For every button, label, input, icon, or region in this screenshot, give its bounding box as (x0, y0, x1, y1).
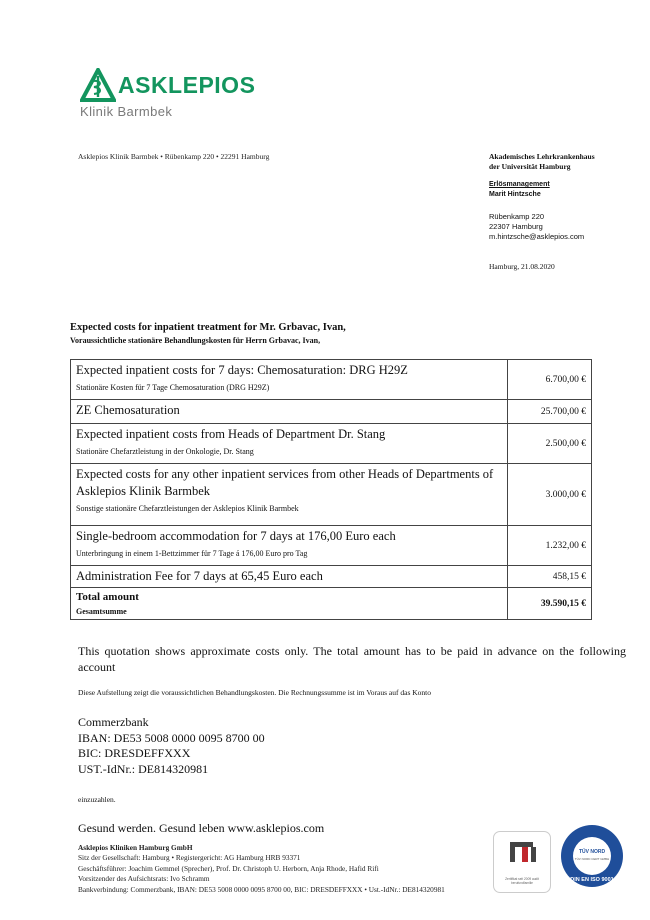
contact-person (489, 180, 550, 200)
footer-bank: Bankverbindung: Commerzbank, IBAN: DE53 5008 0000 0095 8700 00, BIC: DRESDEFFXXX • Ust.-IdNr.: DE814320981 (78, 884, 445, 894)
table-row: ZE Chemosaturation 25.700,00 € (71, 400, 592, 424)
total-row: Total amount Gesamtsumme 39.590,15 € (71, 588, 592, 620)
audit-berufundfamilie-badge: Zertifikat seit 2009 audit berufundfamilie (493, 831, 551, 893)
quotation-note-en: This quotation shows approximate costs only. The total amount has to be paid in advance on the following account (78, 644, 626, 674)
bank-name: Commerzbank (78, 715, 149, 729)
audit-logo-icon (494, 832, 552, 872)
total-amount: 39.590,15 € (508, 588, 592, 620)
table-row: Expected inpatient costs from Heads of Department Dr. Stang Stationäre Chefarztleistung in der Onkologie, Dr. Stang 2.500,00 € (71, 424, 592, 464)
sender-address-line: Asklepios Klinik Barmbek • Rübenkamp 220 • 22291 Hamburg (78, 152, 270, 161)
tuv-nord-iso-badge (559, 823, 625, 889)
logo-subtitle: Klinik Barmbek (80, 104, 173, 119)
bank-details (78, 715, 265, 777)
costs-table (70, 359, 592, 620)
table-row: Administration Fee for 7 days at 65,45 Euro each 458,15 € (71, 566, 592, 588)
amount-cell: 3.000,00 € (508, 464, 592, 526)
table-row: Expected costs for any other inpatient services from other Heads of Departments of Asklepios Klinik Barmbek Sonstige stationäre Chefarztleistungen der Asklepios Klinik Barmbek 3.000,00 € (71, 464, 592, 526)
table-row: Single-bedroom accommodation for 7 days at 176,00 Euro each Unterbringung in einem 1-Bettzimmer für 7 Tage á 176,00 Euro pro Tag 1.232,00 € (71, 526, 592, 566)
amount-cell: 6.700,00 € (508, 360, 592, 400)
amount-cell: 25.700,00 € (508, 400, 592, 424)
svg-text:DIN EN ISO 9001: DIN EN ISO 9001 (570, 877, 614, 883)
footer-seat: Sitz der Gesellschaft: Hamburg • Registergericht: AG Hamburg HRB 93371 (78, 853, 301, 863)
subject-en: Expected costs for inpatient treatment for Mr. Grbavac, Ivan, (70, 322, 346, 333)
slogan: Gesund werden. Gesund leben www.asklepios.com (78, 821, 325, 835)
amount-cell: 2.500,00 € (508, 424, 592, 464)
footer-board: Vorsitzender des Aufsichtsrats: Ivo Schramm (78, 874, 210, 884)
contact-email[interactable]: m.hintzsche@asklepios.com (489, 232, 585, 241)
footer-management: Geschäftsführer: Joachim Gemmel (Sprecher), Prof. Dr. Christoph U. Herborn, Anja Rhode, Hafid Rifi (78, 863, 379, 873)
letter-date: Hamburg, 21.08.2020 (489, 262, 555, 271)
svg-text:TÜV NORD: TÜV NORD (578, 849, 606, 855)
amount-cell: 458,15 € (508, 566, 592, 588)
company-footer (78, 843, 445, 895)
asklepios-logo-icon (80, 68, 116, 102)
bank-bic: BIC: DRESDEFFXXX (78, 746, 191, 760)
bank-iban: IBAN: DE53 5008 0000 0095 8700 00 (78, 730, 265, 745)
contact-address: Rübenkamp 220 22307 Hamburg m.hintzsche@asklepios.com (489, 212, 585, 241)
amount-cell: 1.232,00 € (508, 526, 592, 566)
bank-ust: UST.-IdNr.: DE814320981 (78, 761, 209, 776)
department: Erlösmanagement (489, 181, 550, 188)
footer-company: Asklepios Kliniken Hamburg GmbH (78, 843, 193, 852)
teaching-hospital-note: Akademisches Lehrkrankenhaus der Universität Hamburg (489, 152, 595, 171)
einzuzahlen-text: einzuzahlen. (78, 795, 116, 804)
subject-de: Voraussichtliche stationäre Behandlungskosten für Herrn Grbavac, Ivan, (70, 336, 321, 345)
logo-wordmark: ASKLEPIOS (118, 72, 256, 98)
quotation-note-de: Diese Aufstellung zeigt die voraussichtlichen Behandlungskosten. Die Rechnungssumme ist im Voraus auf das Konto (78, 688, 432, 697)
table-row: Expected inpatient costs for 7 days: Chemosaturation: DRG H29Z Stationäre Kosten für 7 Tage Chemosaturation (DRG H29Z) 6.700,00 € (71, 360, 592, 400)
svg-text:TÜV NORD CERT GMBH: TÜV NORD CERT GMBH (574, 857, 610, 861)
contact-name: Marit Hintzsche (489, 191, 541, 198)
